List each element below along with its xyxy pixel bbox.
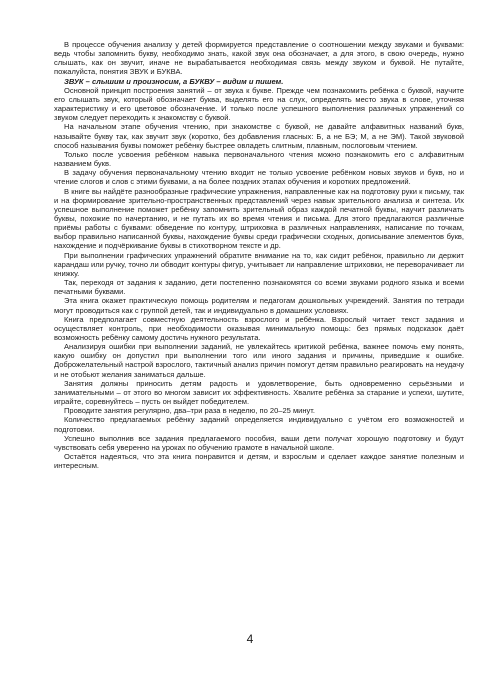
body-text	[54, 40, 464, 470]
paragraph: Анализируя ошибки при выполнении заданий, не увлекайтесь критикой ребёнка, важнее помочь ему понять, какую ошибку он допустил при выполнении того или иного задания и причины, приведшие к ошибке. Доброжелательный настрой взрослого, тактичный анализ причин помогут детям правильно реагировать на неудачу и не отобьют желания заниматься дальше.	[54, 342, 464, 379]
paragraph: Только после усвоения ребёнком навыка первоначального чтения можно познакомить его с алфавитным названием букв.	[54, 149, 464, 169]
paragraph: Проводите занятия регулярно, два–три раза в неделю, по 20–25 минут.	[64, 406, 316, 416]
paragraph: Остаётся надеяться, что эта книга понравится и детям, и взрослым и сделает каждое занятие полезным и интересным.	[54, 452, 464, 471]
page-number: 4	[246, 632, 254, 646]
paragraph: В процессе обучения анализу у детей формируется представление о соотношении между звуками и буквами: ведь чтобы запомнить букву, необходимо знать, какой звук она обозначает, а для этого, в свою очередь, нужно слышать, как он звучит, иначе не вырабатывается необходимая связь между звуком и буквой. Не путайте, пожалуйста, понятия ЗВУК и БУКВА.	[54, 40, 464, 77]
paragraph: Эта книга окажет практическую помощь родителям и педагогам дошкольных учреждений. Занятия по тетради могут проводиться как с группой детей, так и индивидуально в домашних условиях.	[54, 296, 464, 315]
paragraph: В книге вы найдёте разнообразные графические упражнения, направленные как на подготовку руки к письму, так и на формирование зрительно-пространственных представлений через навык зрительного анализа и синтеза. Их успешное выполнение поможет ребёнку запомнить зрительный образ каждой печатной буквы, научит различать буквы, похожие по начертанию, и не путать их во время чтения и письма. Для этого предлагаются различные приёмы работы с буквами: обведение по контуру, штриховка в различных направлениях, написание по точкам, выбор правильно написанной буквы, нахождение буквы среди графически сходных, дописывание элементов букв, нахождение и подчёркивание буквы в стихотворном тексте и др.	[54, 186, 464, 251]
paragraph: При выполнении графических упражнений обратите внимание на то, как сидит ребёнок, правильно ли держит карандаш или ручку, точно ли обводит контуры фигур, учитывает ли направление штриховки, не переворачивает ли книжку.	[54, 250, 464, 278]
paragraph: Книга предполагает совместную деятельность взрослого и ребёнка. Взрослый читает текст задания и осуществляет контроль, при необходимости оказывая минимальную помощь: без прямых подсказок даёт возможность ребёнку самому достичь нужного результата.	[54, 314, 464, 342]
paragraph: Основной принцип построения занятий – от звука к букве. Прежде чем познакомить ребёнка с буквой, научите его слышать звук, который обозначает буква, выделять его на слух, определять место звука в слове, уточняя характеристику и его цветовое обозначение. И только после успешного выполнения различных упражнений со звуком следует переходить к знакомству с буквой.	[54, 85, 464, 123]
paragraph: Так, переходя от задания к заданию, дети постепенно познакомятся со всеми звуками родного языка и всеми печатными буквами.	[54, 278, 464, 297]
paragraph: Успешно выполнив все задания предлагаемого пособия, ваши дети получат хорошую подготовку и будут чувствовать себя уверенно на уроках по обучению грамоте в начальной школе.	[54, 433, 464, 452]
paragraph: Занятия должны приносить детям радость и удовлетворение, быть одновременно серьёзными и занимательными – от этого во многом зависит их эффективность. Хвалите ребёнка за старание и успехи, шутите, играйте, соревнуйтесь – пусть он выйдет победителем.	[54, 378, 464, 407]
paragraph: В задачу обучения первоначальному чтению входит не только усвоение ребёнком новых звуков и букв, но и чтение слогов и слов с этими буквами, а на более поздних этапах обучения и коротких предложений.	[54, 168, 464, 187]
paragraph: Количество предлагаемых ребёнку заданий определяется индивидуально с учётом его возможностей и подготовки.	[54, 415, 464, 434]
paragraph: На начальном этапе обучения чтению, при знакомстве с буквой, не давайте алфавитных названий букв, называйте букву так, как звучит звук (коротко, без добавления гласных: Б, а не БЭ; М, а не ЭМ). Такой звуковой способ называния буквы поможет ребёнку быстрее овладеть слитным, плавным, послоговым чтением.	[54, 122, 464, 150]
bold-heading: ЗВУК – слышим и произносим, а БУКВУ – видим и пишем.	[64, 76, 284, 86]
